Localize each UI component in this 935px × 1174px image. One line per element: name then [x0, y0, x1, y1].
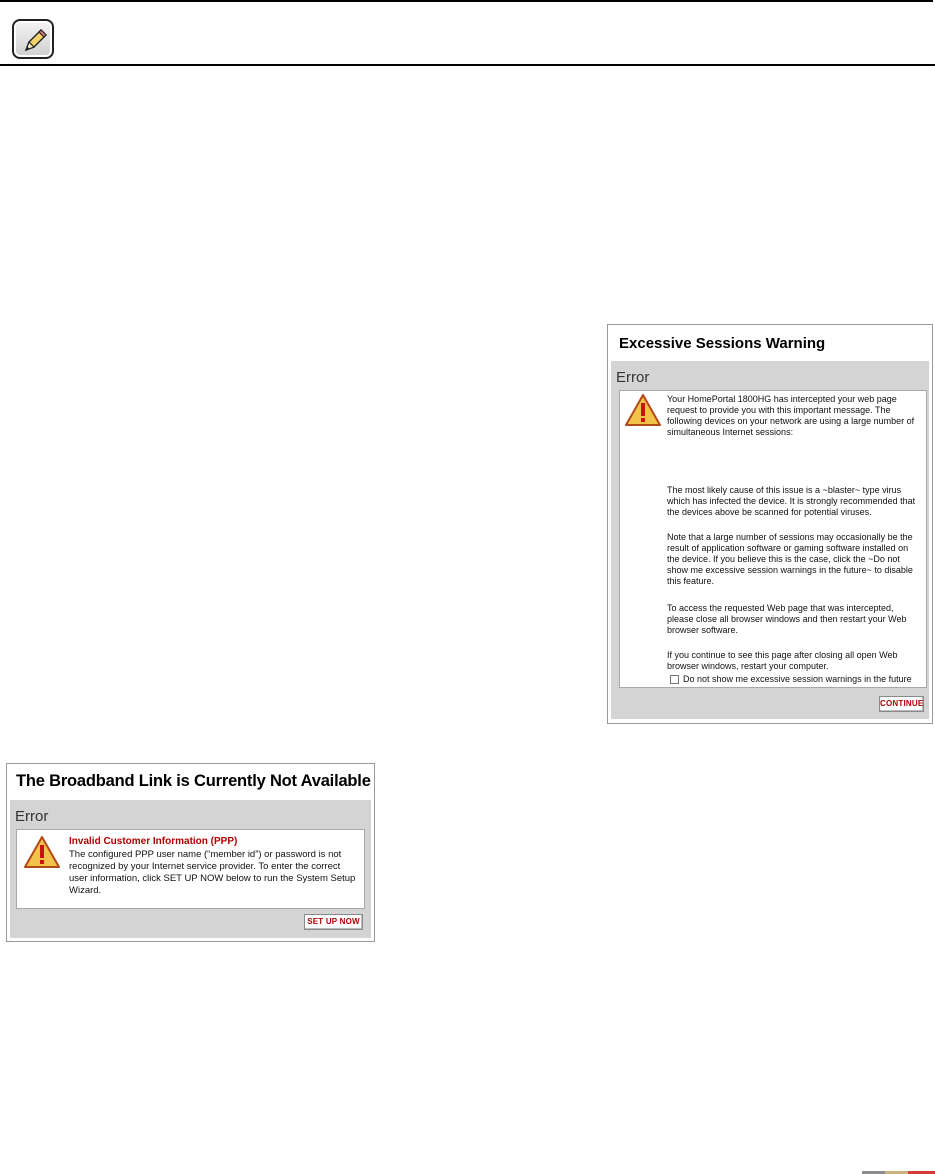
- sessions-paragraph-2: The most likely cause of this issue is a ~blaster~ type virus which has infected the device. It is strongly recommended that the devices above be scanned for potential viruses.: [667, 485, 916, 517]
- broadband-error-panel: [6, 763, 375, 942]
- note-bottom-rule: [0, 64, 935, 66]
- sessions-paragraph-1: Your HomePortal 1800HG has intercepted your web page request to provide you with this important message. The following devices on your network are using a large number of simultaneous Internet sessions:: [667, 394, 915, 437]
- warning-icon: [624, 393, 662, 427]
- note-icon-frame: [12, 19, 54, 59]
- sessions-message-box: [619, 390, 927, 688]
- note-top-rule: [0, 0, 933, 2]
- sessions-paragraph-4: To access the requested Web page that was intercepted, please close all browser windows and then restart your Web browser software.: [667, 603, 907, 635]
- disable-warnings-checkbox[interactable]: [670, 675, 679, 684]
- broadband-error-label: Error: [15, 808, 49, 825]
- sessions-paragraph-5: If you continue to see this page after closing all open Web browser windows, restart your computer.: [667, 650, 898, 671]
- sessions-warning-panel: [607, 324, 933, 724]
- sessions-gray-area: [611, 361, 929, 719]
- disable-warnings-label: Do not show me excessive session warnings in the future: [683, 674, 912, 684]
- broadband-error-message: The configured PPP user name (“member id”) or password is not recognized by your Internet service provider. To enter the correct user information, click SET UP NOW below to run the System Setup Wizard.: [69, 849, 356, 896]
- warning-icon: [23, 835, 61, 869]
- sessions-error-label: Error: [616, 369, 650, 386]
- sessions-paragraph-3: Note that a large number of sessions may occasionally be the result of application software or gaming software installed on the device. If you believe this is the case, click the ~Do not show me excessive session warnings in the future~ to disable this feature.: [667, 532, 913, 586]
- set-up-now-button[interactable]: SET UP NOW: [304, 914, 363, 930]
- continue-button[interactable]: CONTINUE: [879, 696, 924, 712]
- broadband-message-box: [16, 829, 365, 909]
- broadband-gray-area: [10, 800, 371, 938]
- broadband-error-heading: Invalid Customer Information (PPP): [69, 836, 238, 847]
- pencil-icon: [21, 27, 49, 55]
- broadband-panel-title: The Broadband Link is Currently Not Available: [16, 772, 371, 790]
- sessions-panel-title: Excessive Sessions Warning: [619, 335, 826, 352]
